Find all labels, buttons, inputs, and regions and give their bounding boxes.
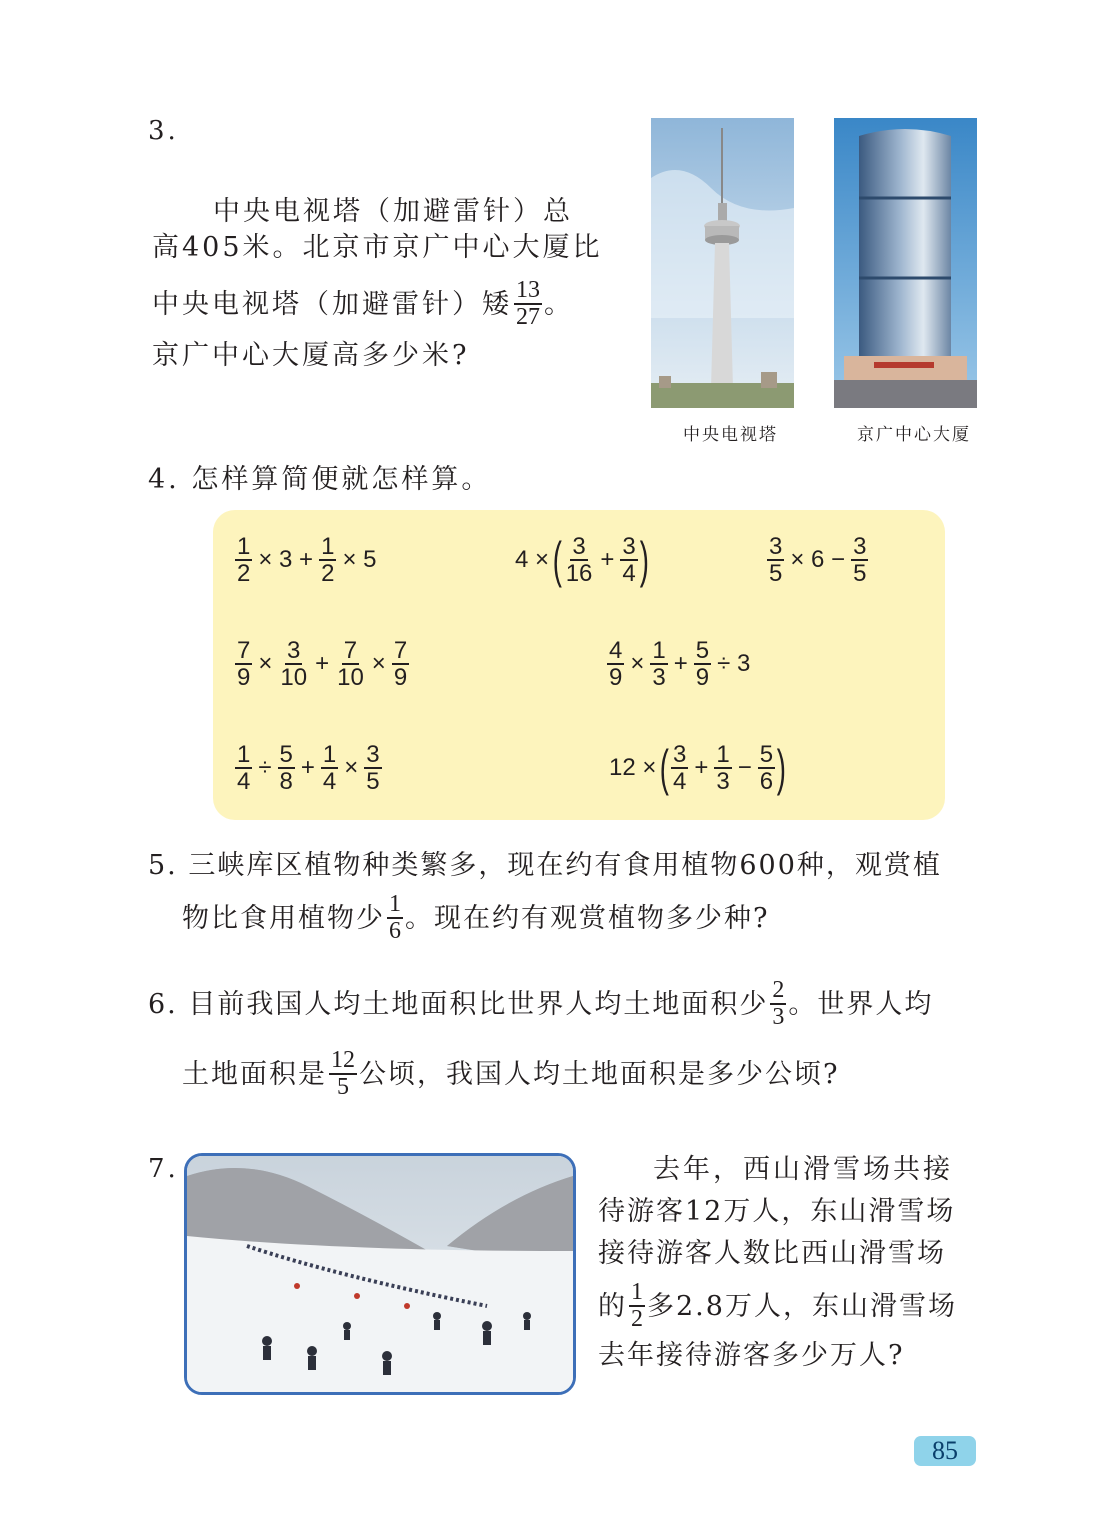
tv-tower-caption: 中央电视塔 — [683, 425, 778, 445]
q6-line-1: 6. 目前我国人均土地面积比世界人均土地面积少 $\frac{2}{3}$ 。世界人均 — [148, 977, 934, 1031]
fraction: $\frac{12}{5}$ — [331, 1047, 355, 1101]
question-3-number: 3. — [148, 116, 179, 146]
expression-1: $\frac{1}{2}$ × 3 + $\frac{1}{2}$ × 5 — [237, 533, 377, 588]
jingguang-center-caption: 京广中心大厦 — [857, 425, 971, 445]
q7-line-1: 去年，西山滑雪场共接 — [653, 1154, 953, 1185]
fraction: $\frac{13}{27}$ — [516, 277, 540, 331]
q5-line-1: 5. 三峡库区植物种类繁多，现在约有食用植物600种，观赏植 — [148, 850, 942, 881]
q3-line-3-text: 中央电视塔（加避雷针）矮 — [152, 288, 512, 320]
q3-line-4: 京广中心大厦高多少米? — [152, 340, 470, 371]
question-4-title: 4. 怎样算简便就怎样算。 — [148, 464, 492, 495]
q5-line-2: 物比食用植物少 $\frac{1}{6}$ 。现在约有观赏植物多少种? — [182, 891, 770, 945]
expression-2: 4 × ( $\frac{3}{16}$ + $\frac{3}{4}$ ) — [515, 532, 649, 589]
q3-line-1: 中央电视塔（加避雷针）总 — [213, 196, 573, 227]
fraction: $\frac{1}{2}$ — [631, 1279, 643, 1333]
expression-7: 12 × ( $\frac{3}{4}$ + $\frac{1}{3}$ − $\frac{5}{6}$ ) — [609, 740, 787, 797]
tv-tower-photo — [651, 118, 794, 408]
fraction: $\frac{1}{6}$ — [389, 891, 401, 945]
q7-line-4: 的 $\frac{1}{2}$ 多2.8万人，东山滑雪场 — [598, 1279, 957, 1333]
q6-line-2: 土地面积是 $\frac{12}{5}$ 公顷，我国人均土地面积是多少公顷? — [182, 1047, 840, 1101]
expression-5: $\frac{4}{9}$ × $\frac{1}{3}$ + $\frac{5}{9}$ ÷ 3 — [609, 637, 751, 692]
expression-4: $\frac{7}{9}$ × $\frac{3}{10}$ + $\frac{7}{10}$ × $\frac{7}{9}$ — [237, 637, 408, 692]
expression-3: $\frac{3}{5}$ × 6 − $\frac{3}{5}$ — [769, 533, 867, 588]
page-number: 85 — [914, 1436, 976, 1466]
calculation-box — [213, 510, 945, 820]
question-7-number: 7. — [148, 1154, 179, 1184]
q3-line-3: 中央电视塔（加避雷针）矮 $\frac{13}{27}$ 。 — [152, 277, 574, 331]
q7-line-5: 去年接待游客多少万人? — [598, 1340, 905, 1371]
q3-line-2: 高405米。北京市京广中心大厦比 — [152, 232, 603, 263]
q7-line-3: 接待游客人数比西山滑雪场 — [598, 1238, 946, 1269]
fraction: $\frac{2}{3}$ — [772, 977, 785, 1031]
q7-line-2: 待游客12万人，东山滑雪场 — [598, 1196, 956, 1227]
expression-6: $\frac{1}{4}$ ÷ $\frac{5}{8}$ + $\frac{1}{4}$ × $\frac{3}{5}$ — [237, 741, 380, 796]
ski-resort-photo — [184, 1153, 576, 1395]
jingguang-center-photo — [834, 118, 977, 408]
